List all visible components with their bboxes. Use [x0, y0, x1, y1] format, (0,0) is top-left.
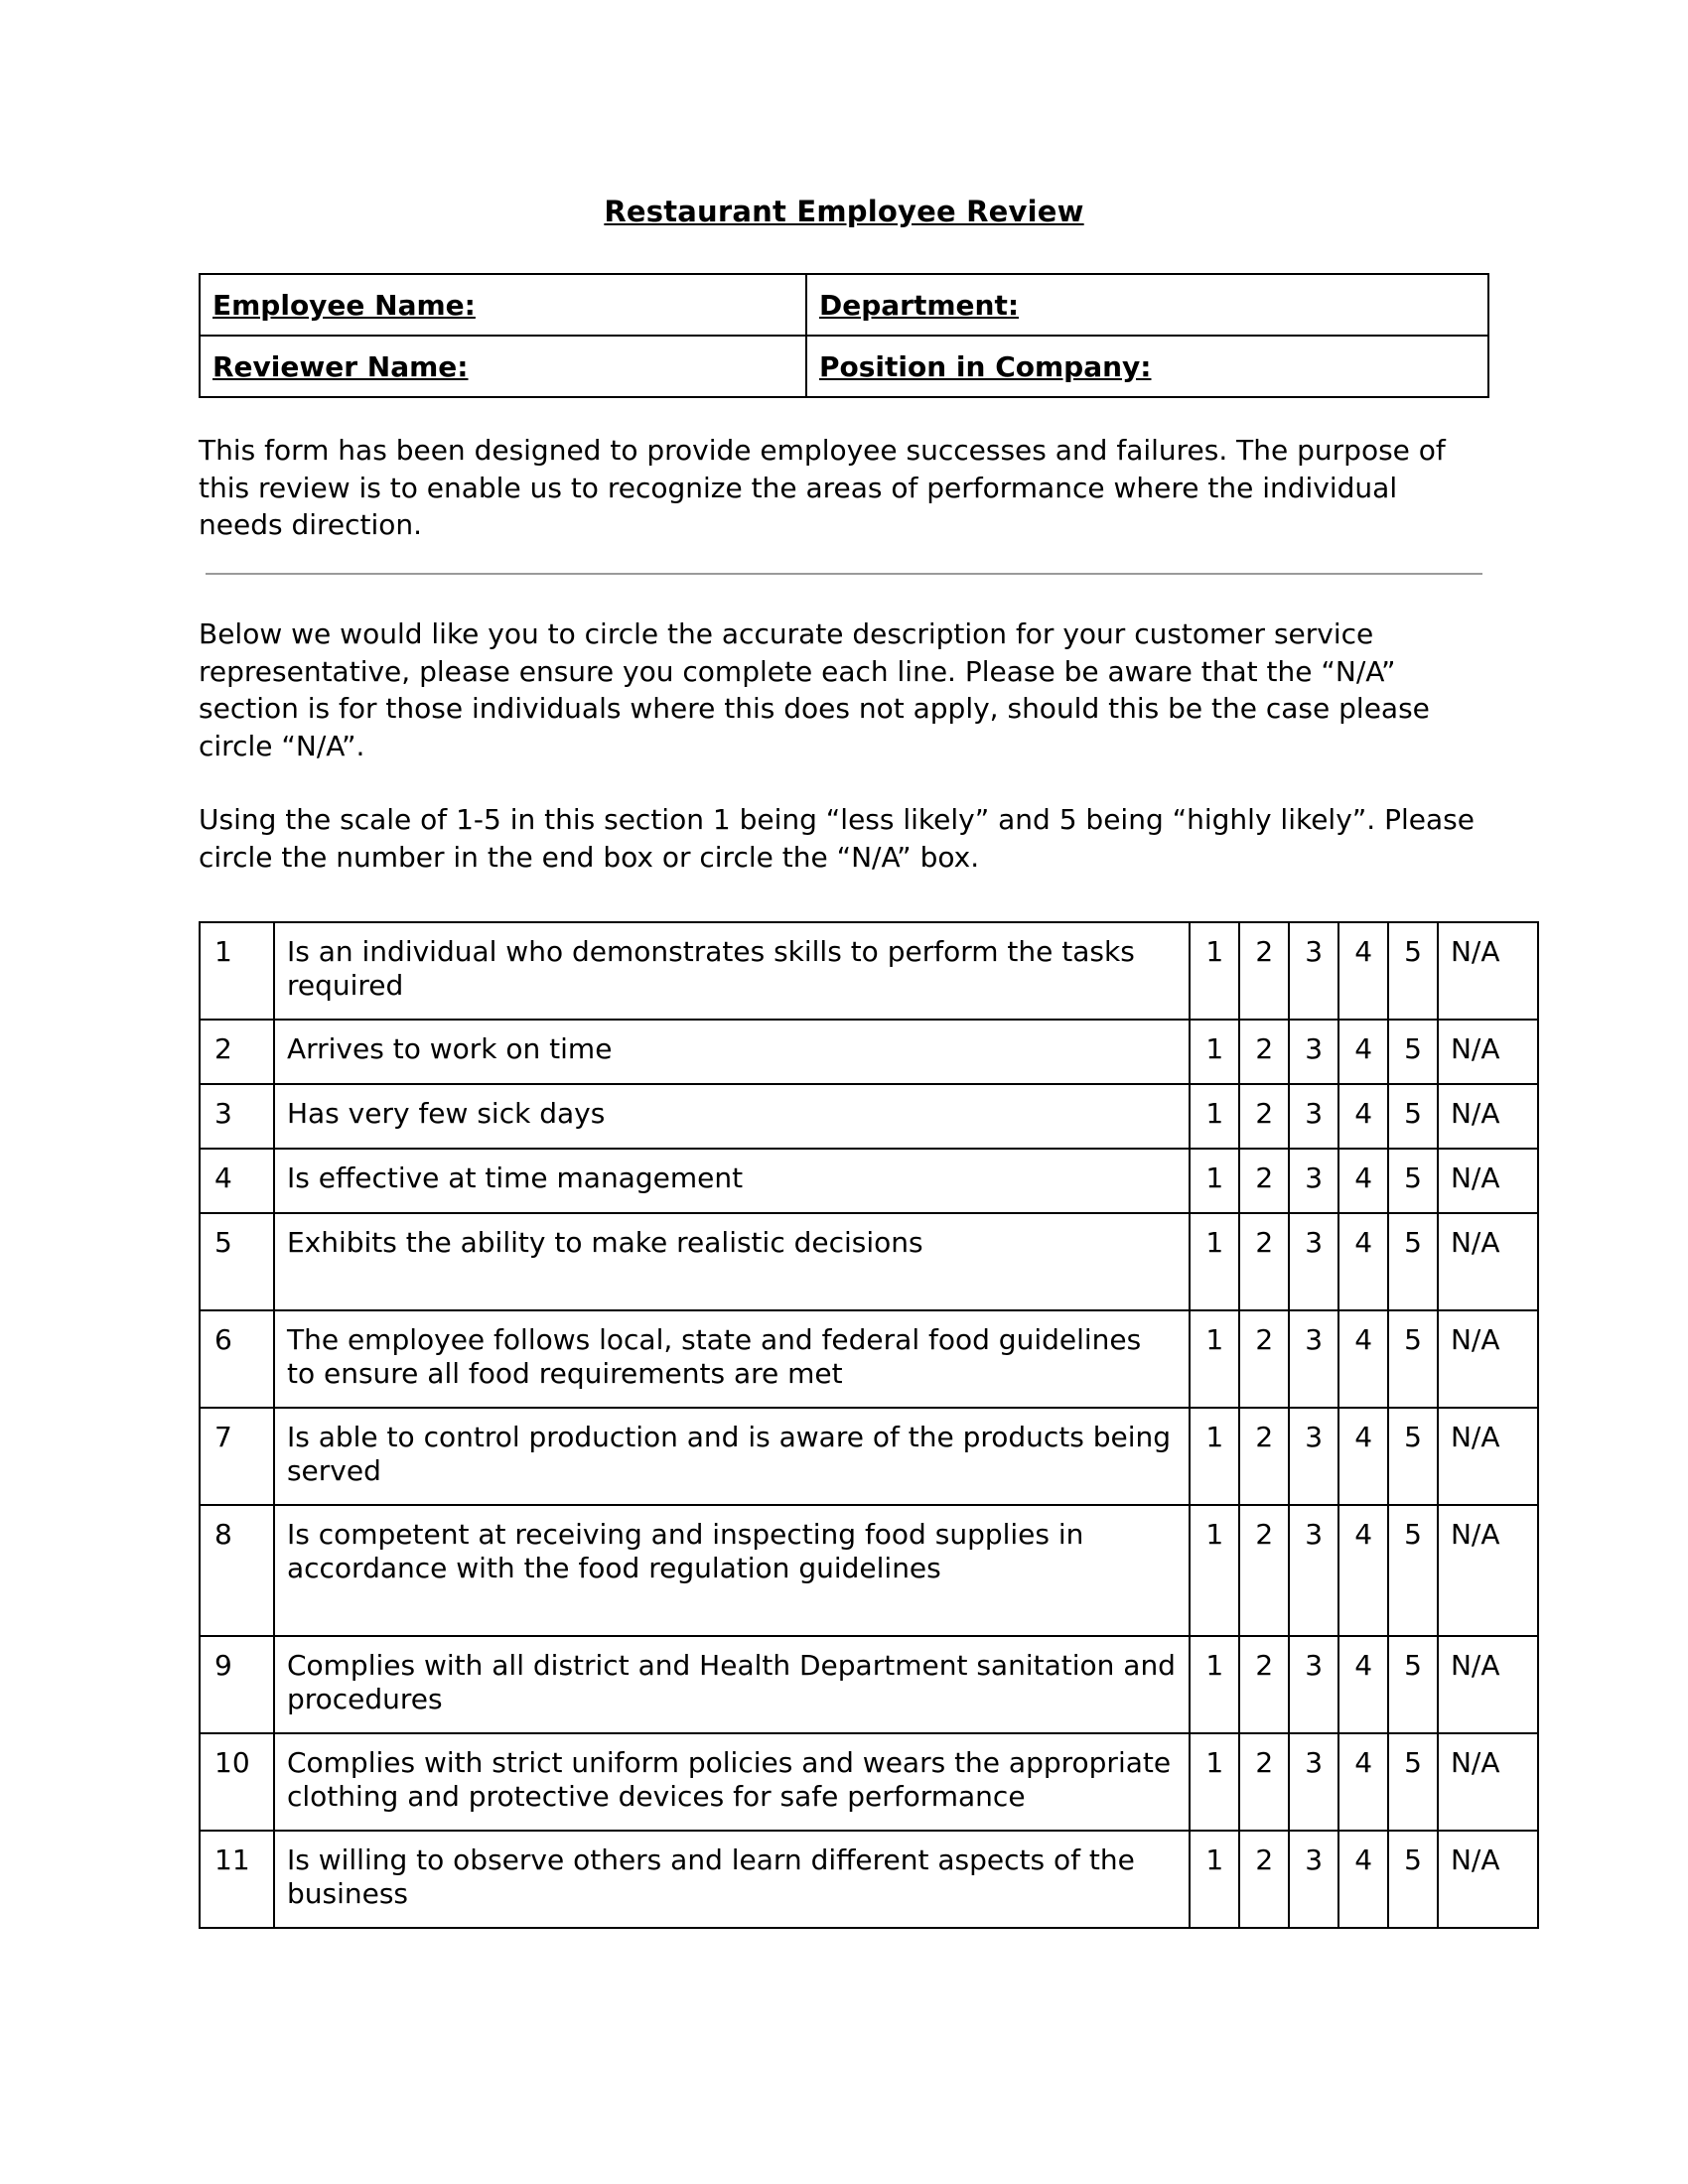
item-number: 6: [200, 1310, 274, 1408]
rating-option-2[interactable]: 2: [1239, 1831, 1289, 1928]
rating-option-5[interactable]: 5: [1388, 1636, 1438, 1733]
rating-option-na[interactable]: N/A: [1438, 1408, 1538, 1505]
rating-option-2[interactable]: 2: [1239, 1636, 1289, 1733]
page-title: Restaurant Employee Review: [604, 195, 1084, 228]
rating-option-na[interactable]: N/A: [1438, 1831, 1538, 1928]
rating-option-3[interactable]: 3: [1289, 1408, 1338, 1505]
rating-row: [200, 1310, 1538, 1408]
rating-option-na[interactable]: N/A: [1438, 1505, 1538, 1636]
scale-note-paragraph: Using the scale of 1-5 in this section 1 being “less likely” and 5 being “highly likely”. Please circle the number in the end box or circle the “N/A” box.: [199, 803, 1475, 874]
item-number: 11: [200, 1831, 274, 1928]
rating-option-3[interactable]: 3: [1289, 1084, 1338, 1149]
item-number: 10: [200, 1733, 274, 1831]
rating-option-1[interactable]: 1: [1190, 1408, 1239, 1505]
rating-option-5[interactable]: 5: [1388, 1213, 1438, 1310]
rating-option-1[interactable]: 1: [1190, 1149, 1239, 1213]
rating-option-na[interactable]: N/A: [1438, 1020, 1538, 1084]
rating-option-1[interactable]: 1: [1190, 1310, 1239, 1408]
rating-option-na[interactable]: N/A: [1438, 1310, 1538, 1408]
rating-option-1[interactable]: 1: [1190, 1084, 1239, 1149]
rating-option-3[interactable]: 3: [1289, 1149, 1338, 1213]
rating-option-4[interactable]: 4: [1338, 1505, 1388, 1636]
item-description: Is an individual who demonstrates skills to perform the tasks required: [274, 922, 1190, 1020]
rating-row: [200, 1408, 1538, 1505]
rating-row: [200, 1149, 1538, 1213]
info-row: [200, 336, 1488, 397]
rating-option-3[interactable]: 3: [1289, 1505, 1338, 1636]
rating-option-na[interactable]: N/A: [1438, 922, 1538, 1020]
rating-option-4[interactable]: 4: [1338, 1831, 1388, 1928]
rating-option-4[interactable]: 4: [1338, 922, 1388, 1020]
rating-option-3[interactable]: 3: [1289, 1213, 1338, 1310]
item-description: Is willing to observe others and learn different aspects of the business: [274, 1831, 1190, 1928]
rating-option-5[interactable]: 5: [1388, 1505, 1438, 1636]
rating-option-2[interactable]: 2: [1239, 922, 1289, 1020]
rating-option-5[interactable]: 5: [1388, 1408, 1438, 1505]
employee-name-field[interactable]: Employee Name:: [200, 274, 806, 336]
rating-row: [200, 1505, 1538, 1636]
rating-option-2[interactable]: 2: [1239, 1408, 1289, 1505]
rating-option-na[interactable]: N/A: [1438, 1733, 1538, 1831]
rating-option-3[interactable]: 3: [1289, 1310, 1338, 1408]
item-number: 4: [200, 1149, 274, 1213]
rating-option-1[interactable]: 1: [1190, 1213, 1239, 1310]
rating-option-5[interactable]: 5: [1388, 1149, 1438, 1213]
info-row: [200, 274, 1488, 336]
item-number: 9: [200, 1636, 274, 1733]
rating-option-1[interactable]: 1: [1190, 1505, 1239, 1636]
position-field[interactable]: Position in Company:: [806, 336, 1488, 397]
rating-option-2[interactable]: 2: [1239, 1310, 1289, 1408]
rating-option-na[interactable]: N/A: [1438, 1149, 1538, 1213]
rating-row: [200, 1831, 1538, 1928]
rating-option-4[interactable]: 4: [1338, 1020, 1388, 1084]
rating-option-3[interactable]: 3: [1289, 1831, 1338, 1928]
rating-option-4[interactable]: 4: [1338, 1408, 1388, 1505]
rating-row: [200, 922, 1538, 1020]
item-number: 2: [200, 1020, 274, 1084]
item-number: 5: [200, 1213, 274, 1310]
rating-option-na[interactable]: N/A: [1438, 1084, 1538, 1149]
rating-row: [200, 1636, 1538, 1733]
rating-option-1[interactable]: 1: [1190, 1831, 1239, 1928]
item-number: 7: [200, 1408, 274, 1505]
rating-option-4[interactable]: 4: [1338, 1213, 1388, 1310]
item-number: 1: [200, 922, 274, 1020]
rating-option-na[interactable]: N/A: [1438, 1213, 1538, 1310]
rating-option-1[interactable]: 1: [1190, 922, 1239, 1020]
rating-option-5[interactable]: 5: [1388, 922, 1438, 1020]
rating-option-2[interactable]: 2: [1239, 1149, 1289, 1213]
rating-option-5[interactable]: 5: [1388, 1020, 1438, 1084]
item-description: The employee follows local, state and federal food guidelines to ensure all food requirements are met: [274, 1310, 1190, 1408]
item-description: Exhibits the ability to make realistic decisions: [274, 1213, 1190, 1310]
rating-option-2[interactable]: 2: [1239, 1733, 1289, 1831]
rating-row: [200, 1084, 1538, 1149]
instructions-paragraph: Below we would like you to circle the accurate description for your customer service representative, please ensure you complete each line. Please be aware that the “N/A” section is for those individuals where this does not apply, should this be the case please circle “N/A”.: [199, 617, 1430, 762]
rating-option-4[interactable]: 4: [1338, 1310, 1388, 1408]
item-description: Is able to control production and is aware of the products being served: [274, 1408, 1190, 1505]
item-description: Complies with strict uniform policies and wears the appropriate clothing and protective devices for safe performance: [274, 1733, 1190, 1831]
employee-info-table: [199, 273, 1489, 398]
rating-option-5[interactable]: 5: [1388, 1831, 1438, 1928]
horizontal-divider: [206, 573, 1482, 575]
item-number: 8: [200, 1505, 274, 1636]
intro-paragraph: This form has been designed to provide employee successes and failures. The purpose of this review is to enable us to recognize the areas of performance where the individual needs direction.: [199, 434, 1446, 541]
rating-row: [200, 1733, 1538, 1831]
rating-option-3[interactable]: 3: [1289, 922, 1338, 1020]
rating-option-1[interactable]: 1: [1190, 1733, 1239, 1831]
rating-row: [200, 1020, 1538, 1084]
item-description: Is effective at time management: [274, 1149, 1190, 1213]
rating-option-5[interactable]: 5: [1388, 1084, 1438, 1149]
item-number: 3: [200, 1084, 274, 1149]
reviewer-name-field[interactable]: Reviewer Name:: [200, 336, 806, 397]
rating-option-na[interactable]: N/A: [1438, 1636, 1538, 1733]
rating-option-4[interactable]: 4: [1338, 1636, 1388, 1733]
rating-option-4[interactable]: 4: [1338, 1733, 1388, 1831]
rating-option-4[interactable]: 4: [1338, 1084, 1388, 1149]
rating-table-body: [200, 922, 1538, 1928]
rating-option-3[interactable]: 3: [1289, 1636, 1338, 1733]
item-description: Complies with all district and Health Department sanitation and procedures: [274, 1636, 1190, 1733]
item-description: Is competent at receiving and inspecting food supplies in accordance with the food regulation guidelines: [274, 1505, 1190, 1636]
rating-option-2[interactable]: 2: [1239, 1020, 1289, 1084]
rating-option-5[interactable]: 5: [1388, 1733, 1438, 1831]
item-description: Has very few sick days: [274, 1084, 1190, 1149]
rating-option-4[interactable]: 4: [1338, 1149, 1388, 1213]
rating-option-3[interactable]: 3: [1289, 1733, 1338, 1831]
rating-row: [200, 1213, 1538, 1310]
rating-option-1[interactable]: 1: [1190, 1020, 1239, 1084]
rating-option-3[interactable]: 3: [1289, 1020, 1338, 1084]
rating-option-5[interactable]: 5: [1388, 1310, 1438, 1408]
rating-table: [199, 921, 1539, 1929]
rating-option-2[interactable]: 2: [1239, 1505, 1289, 1636]
rating-option-2[interactable]: 2: [1239, 1213, 1289, 1310]
department-field[interactable]: Department:: [806, 274, 1488, 336]
rating-option-2[interactable]: 2: [1239, 1084, 1289, 1149]
item-description: Arrives to work on time: [274, 1020, 1190, 1084]
rating-option-1[interactable]: 1: [1190, 1636, 1239, 1733]
